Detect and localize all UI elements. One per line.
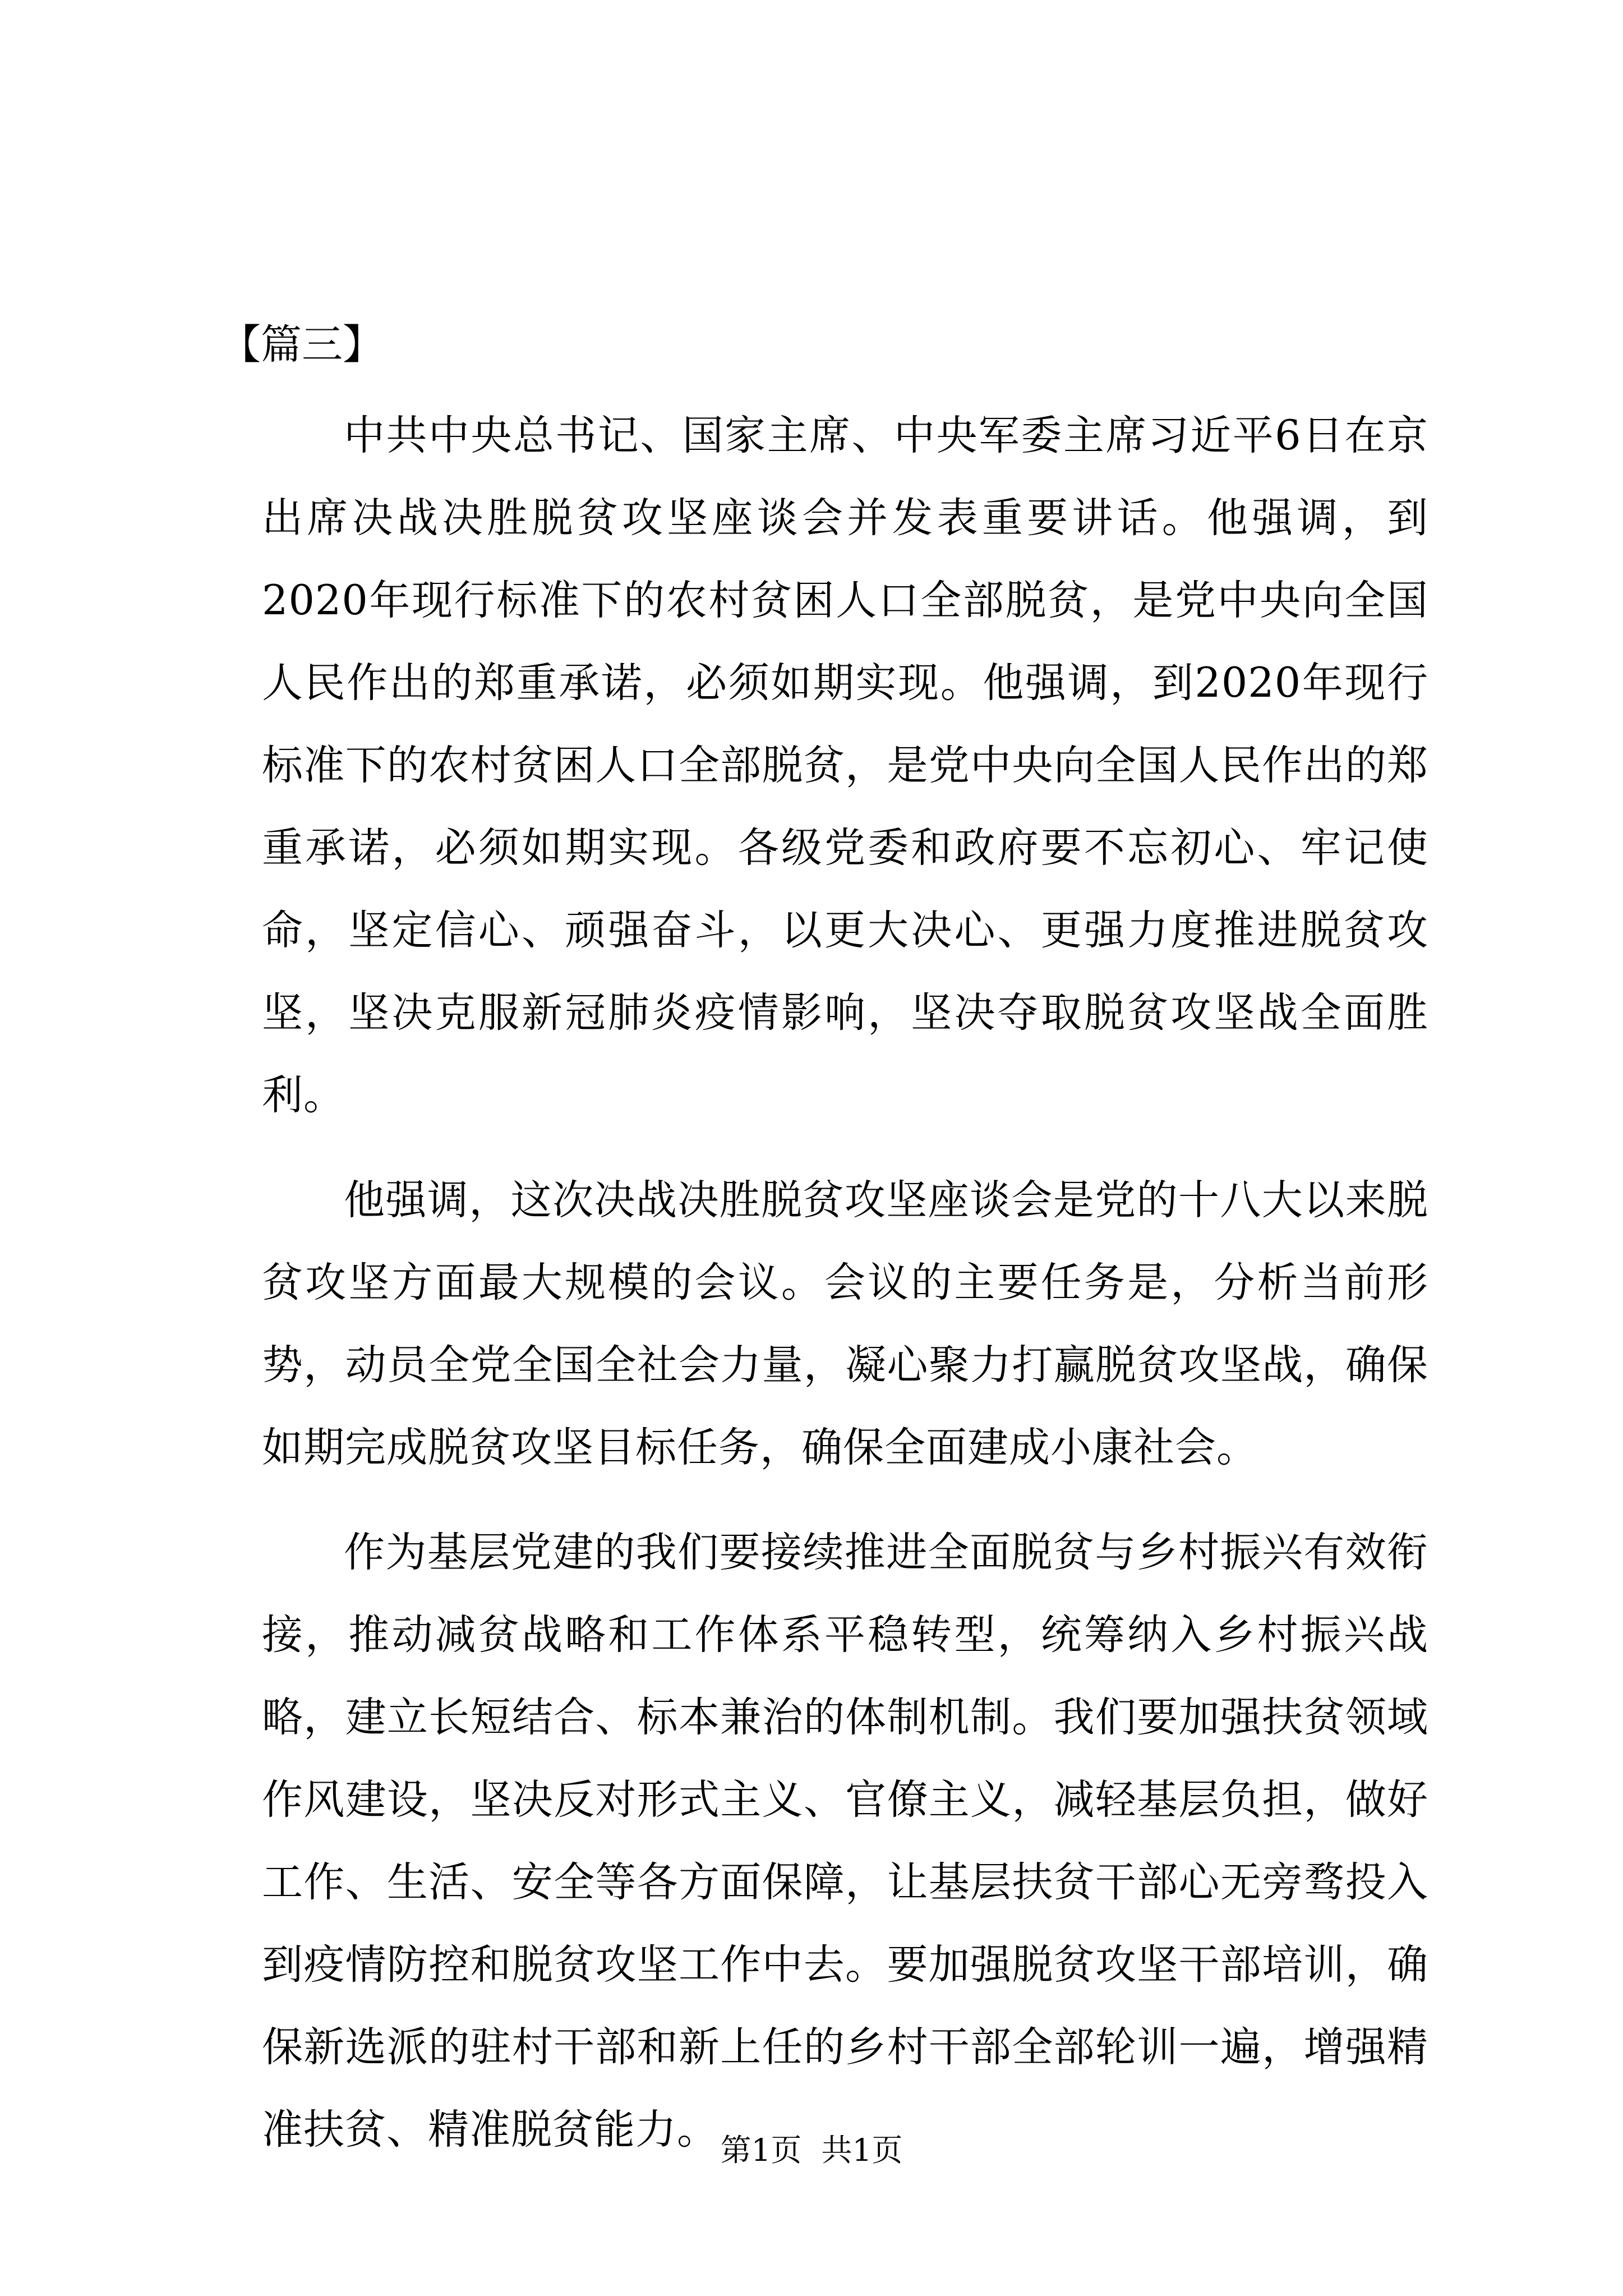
paragraph-1: 中共中央总书记、国家主席、中央军委主席习近平6日在京出席决战决胜脱贫攻坚座谈会并发表重要讲话。他强调，到2020年现行标准下的农村贫困人口全部脱贫，是党中央向全国人民作出的郑重承诺，必须如期实现。他强调，到2020年现行标准下的农村贫困人口全部脱贫，是党中央向全国人民作出的郑重承诺，必须如期实现。各级党委和政府要不忘初心、牢记使命，坚定信心、顽强奋斗，以更大决心、更强力度推进脱贫攻坚，坚决克服新冠肺炎疫情影响，坚决夺取脱贫攻坚战全面胜利。 bbox=[262, 412, 1428, 1119]
section-title: 【篇三】 bbox=[220, 321, 384, 369]
document-body bbox=[220, 311, 1428, 2193]
paragraph-2: 他强调，这次决战决胜脱贫攻坚座谈会是党的十八大以来脱贫攻坚方面最大规模的会议。会议的主要任务是，分析当前形势，动员全党全国全社会力量，凝心聚力打赢脱贫攻坚战，确保如期完成脱贫攻坚目标任务，确保全面建成小康社会。 bbox=[262, 1176, 1428, 1471]
paragraph-3: 作为基层党建的我们要接续推进全面脱贫与乡村振兴有效衔接，推动减贫战略和工作体系平稳转型，统筹纳入乡村振兴战略，建立长短结合、标本兼治的体制机制。我们要加强扶贫领域作风建设，坚决反对形式主义、官僚主义，减轻基层负担，做好工作、生活、安全等各方面保障，让基层扶贫干部心无旁骛投入到疫情防控和脱贫攻坚工作中去。要加强脱贫攻坚干部培训，确保新选派的驻村干部和新上任的乡村干部全部轮训一遍，增强精准扶贫、精准脱贫能力。 bbox=[262, 1529, 1428, 2154]
page-footer: 第1页 共1页 bbox=[720, 2132, 903, 2168]
